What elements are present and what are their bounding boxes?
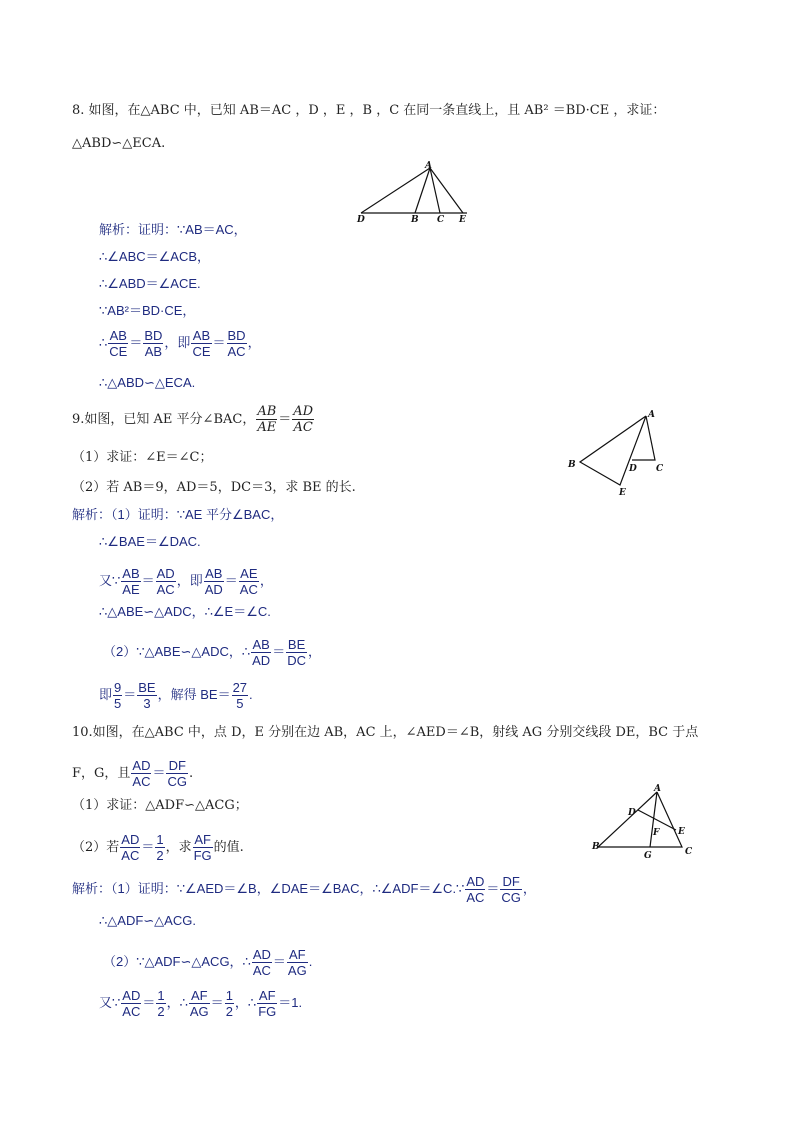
q8-label-D: D: [357, 215, 365, 225]
q10-sol-line4: 又∵ $\frac{AD}{AC}$ ＝ $\frac{1}{2}$ ，∴ $\frac{AF}{AG}$ ＝ $\frac{1}{2}$ ，∴ $\frac{AF}{FG}$ ＝1.: [99, 988, 303, 1019]
q9-sol-line6: 即 $\frac{9}{5}$ ＝ $\frac{BE}{3}$ ，解得 BE＝ $\frac{27}{5}$ .: [99, 680, 253, 711]
fraction: $\frac{AD}{AC}$: [293, 404, 314, 435]
fraction: $\frac{27}{5}$: [232, 680, 248, 711]
fraction: $\frac{AF}{AG}$: [189, 988, 209, 1019]
fraction: $\frac{1}{2}$: [157, 988, 165, 1019]
q8-sol-line4: ∵AB²＝BD·CE，: [99, 303, 196, 318]
q10-figure: [590, 780, 700, 860]
q10-part2: （2）若 $\frac{AD}{AC}$ ＝ $\frac{1}{2}$ ，求 $\frac{AF}{FG}$ 的值.: [72, 832, 244, 863]
q8-sol-line5: ∴ $\frac{AB}{CE}$ ＝ $\frac{BD}{AB}$ ，即 $\frac{AB}{CE}$ ＝ $\frac{BD}{AC}$ ，: [99, 328, 261, 359]
q8-label-B: B: [411, 215, 419, 225]
fraction: $\frac{AD}{AC}$: [466, 874, 485, 905]
fraction: $\frac{AF}{FG}$: [193, 832, 212, 863]
fraction: $\frac{AB}{CE}$: [109, 328, 128, 359]
fraction: $\frac{AD}{AC}$: [252, 947, 271, 978]
q8-sol-line2: ∴∠ABC＝∠ACB，: [99, 249, 211, 264]
q8-label-C: C: [437, 215, 445, 225]
q9-statement-line1: 9.如图，已知 AE 平分∠BAC， $\frac{AB}{AE}$ ＝ $\frac{AD}{AC}$: [72, 404, 314, 435]
q10-statement-line1: 10.如图，在△ABC 中，点 D，E 分别在边 AB，AC 上，∠AED＝∠B，射线 AG 分别交线段 DE，BC 于点: [72, 725, 699, 740]
q8-sol-line6: ∴△ABD∽△ECA.: [99, 375, 196, 390]
q10-label-C: C: [685, 847, 693, 857]
q10-sol-line3: （2）∵△ADF∽△ACG，∴ $\frac{AD}{AC}$ ＝ $\frac{AF}{AG}$ .: [103, 947, 313, 978]
q9-sol-line4: ∴△ABE∽△ADC，∴∠E＝∠C.: [99, 604, 271, 619]
q9-sol-line5: （2）∵△ABE∽△ADC，∴ $\frac{AB}{AD}$ ＝ $\frac{BE}{DC}$ ，: [103, 637, 321, 668]
fraction: $\frac{BD}{AB}$: [144, 328, 163, 359]
q8-sol-line3: ∴∠ABD＝∠ACE.: [99, 276, 201, 291]
q10-label-E: E: [678, 827, 685, 837]
q10-statement-line2: F，G，且 $\frac{AD}{AC}$ ＝ $\frac{DF}{CG}$ .: [72, 758, 194, 789]
q9-label-B: B: [568, 460, 576, 470]
fraction: $\frac{AF}{FG}$: [258, 988, 277, 1019]
q8-figure: [355, 158, 475, 224]
fraction: $\frac{AD}{AC}$: [132, 758, 151, 789]
q10-label-F: F: [653, 828, 660, 838]
fraction: $\frac{AB}{AD}$: [204, 566, 223, 597]
q8-statement-line1: 8. 如图，在△ABC 中，已知 AB＝AC ，D ，E ，B ，C 在同一条直线上，且 AB² ＝BD·CE ，求证：: [72, 103, 666, 118]
q9-part2: （2）若 AB＝9，AD＝5，DC＝3，求 BE 的长.: [72, 480, 356, 495]
q9-label-C: C: [656, 464, 664, 474]
q9-part1: （1）求证：∠E＝∠C；: [72, 450, 213, 465]
q9-sol-line1: 解析：（1）证明：∵AE 平分∠BAC，: [72, 507, 284, 522]
fraction: $\frac{AE}{AC}$: [239, 566, 258, 597]
fraction: $\frac{AB}{AD}$: [252, 637, 271, 668]
fraction: $\frac{BE}{3}$: [138, 680, 156, 711]
fraction: $\frac{BE}{DC}$: [287, 637, 306, 668]
fraction: $\frac{AB}{AE}$: [122, 566, 140, 597]
q8-statement-line2: △ABD∽△ECA.: [72, 136, 166, 151]
fraction: $\frac{1}{2}$: [156, 832, 164, 863]
q10-label-D: D: [628, 808, 636, 818]
fraction: $\frac{BD}{AC}$: [227, 328, 246, 359]
q10-label-G: G: [644, 851, 652, 861]
q10-part1: （1）求证：△ADF∽△ACG；: [72, 798, 248, 813]
q10-sol-line1: 解析：（1）证明：∵∠AED＝∠B，∠DAE＝∠BAC，∴∠ADF＝∠C.∵ $\frac{AD}{AC}$ ＝ $\frac{DF}{CG}$ ，: [72, 874, 536, 905]
fraction: $\frac{DF}{CG}$: [501, 874, 521, 905]
q9-sol-line3: 又∵ $\frac{AB}{AE}$ ＝ $\frac{AD}{AC}$ ，即 $\frac{AB}{AD}$ ＝ $\frac{AE}{AC}$ ，: [99, 566, 273, 597]
q10-label-B: B: [592, 842, 600, 852]
q10-sol-line2: ∴△ADF∽△ACG.: [99, 913, 196, 928]
q10-label-A: A: [654, 784, 661, 794]
q8-sol-line1: 解析：证明：∵AB＝AC，: [99, 222, 247, 237]
q8-label-E: E: [459, 215, 466, 225]
q9-label-E: E: [619, 488, 626, 498]
fraction: $\frac{9}{5}$: [114, 680, 122, 711]
fraction: $\frac{1}{2}$: [225, 988, 233, 1019]
fraction: $\frac{AD}{AC}$: [156, 566, 175, 597]
fraction: $\frac{AF}{AG}$: [287, 947, 307, 978]
fraction: $\frac{AD}{AC}$: [121, 832, 140, 863]
fraction: $\frac{DF}{CG}$: [167, 758, 187, 789]
q9-sol-line2: ∴∠BAE＝∠DAC.: [99, 534, 201, 549]
q9-label-D: D: [629, 464, 637, 474]
fraction: $\frac{AD}{AC}$: [122, 988, 141, 1019]
fraction: $\frac{AB}{AE}$: [257, 404, 277, 435]
q9-figure: [562, 405, 677, 500]
q9-label-A: A: [648, 410, 655, 420]
q8-label-A: A: [425, 161, 432, 171]
fraction: $\frac{AB}{CE}$: [192, 328, 211, 359]
